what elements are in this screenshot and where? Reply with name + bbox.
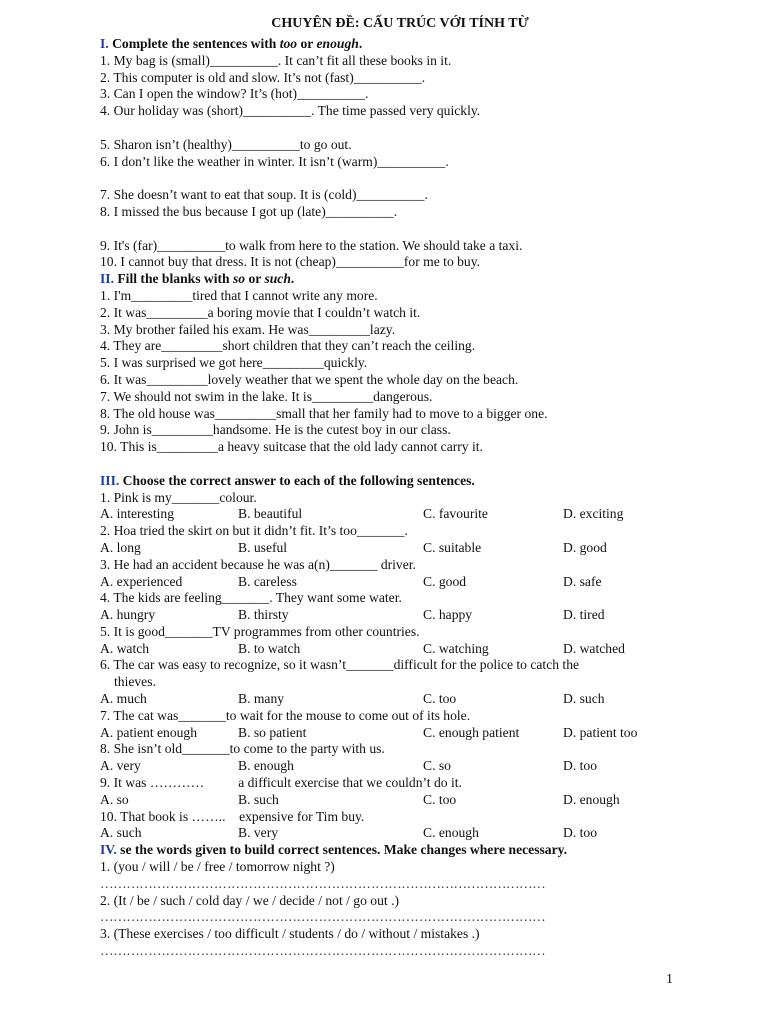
option-a: A. much xyxy=(100,691,147,707)
option-b: B. thirsty xyxy=(238,607,289,623)
option-a: A. patient enough xyxy=(100,724,198,740)
mc-question: 1. Pink is my_______colour. xyxy=(100,489,257,505)
option-b: B. to watch xyxy=(238,640,301,656)
option-c: C. watching xyxy=(423,640,489,656)
option-c: C. too xyxy=(423,791,457,807)
option-a: A. so xyxy=(100,791,129,807)
option-a: A. long xyxy=(100,539,141,555)
s2-item: 9. John is_________handsome. He is the cutest boy in our class. xyxy=(100,422,451,438)
s1-item: 4. Our holiday was (short)__________. The time passed very quickly. xyxy=(100,103,481,119)
option-c: C. favourite xyxy=(423,506,488,522)
section-3-heading xyxy=(100,473,700,490)
section-3-numeral: III. xyxy=(100,472,120,488)
section-1-text-c: . xyxy=(358,36,363,51)
option-c: C. good xyxy=(423,573,467,589)
section-2-numeral: II. xyxy=(100,271,114,287)
section-2-text-b: or xyxy=(245,271,265,287)
option-a: A. experienced xyxy=(100,573,183,589)
mc-options xyxy=(100,825,700,842)
mc-question: 4. The kids are feeling_______. They want some water. xyxy=(100,590,402,606)
option-b: B. such xyxy=(238,791,279,807)
option-b: B. very xyxy=(238,825,279,841)
section-4-numeral: IV. xyxy=(100,842,117,858)
option-a: A. interesting xyxy=(100,506,174,522)
section-1-numeral: I. xyxy=(100,36,109,51)
mc-question: 7. The cat was_______to wait for the mouse to come out of its hole. xyxy=(100,707,471,723)
option-b: B. beautiful xyxy=(238,506,303,522)
option-b: B. so patient xyxy=(238,724,307,740)
mc-question: 5. It is good_______TV programmes from other countries. xyxy=(100,623,420,639)
option-b: B. careless xyxy=(238,573,297,589)
option-d: D. watched xyxy=(563,640,625,656)
s1-item: 10. I cannot buy that dress. It is not (cheap)__________for me to buy. xyxy=(100,254,481,270)
option-d: D. exciting xyxy=(563,506,624,522)
option-b: B. many xyxy=(238,691,285,707)
option-d: D. enough xyxy=(563,791,620,807)
mc-question: 2. Hoa tried the skirt on but it didn’t fit. It’s too_______. xyxy=(100,523,408,539)
s2-item: 8. The old house was_________small that her family had to move to a bigger one. xyxy=(100,405,548,421)
section-1-text-a: Complete the sentences with xyxy=(108,36,280,51)
option-a: A. hungry xyxy=(100,607,156,623)
option-d: D. too xyxy=(563,825,597,841)
mc-options xyxy=(100,607,700,624)
option-c: C. too xyxy=(423,691,457,707)
option-a: A. very xyxy=(100,758,141,774)
option-d: D. patient too xyxy=(563,724,638,740)
s2-item: 4. They are_________short children that they can’t reach the ceiling. xyxy=(100,338,476,354)
option-c: C. suitable xyxy=(423,539,482,555)
mc-question: 10. That book is …….. expensive for Tim buy. xyxy=(100,808,365,824)
option-a: A. watch xyxy=(100,640,150,656)
s2-item: 10. This is_________a heavy suitcase that the old lady cannot carry it. xyxy=(100,439,483,455)
section-3-text: Choose the correct answer to each of the following sentences. xyxy=(119,472,475,488)
s2-item: 3. My brother failed his exam. He was_________lazy. xyxy=(100,321,396,337)
s1-item: 6. I don’t like the weather in winter. It isn’t (warm)__________. xyxy=(100,153,449,169)
answer-dotted-line: ………………………………………………………………………………………… xyxy=(100,909,546,925)
mc-options xyxy=(100,758,700,775)
s1-item: 8. I missed the bus because I got up (late)__________. xyxy=(100,203,398,219)
section-2-text-a: Fill the blanks with xyxy=(113,271,233,287)
mc-options xyxy=(100,641,700,658)
worksheet xyxy=(100,14,700,960)
option-b: B. enough xyxy=(238,758,294,774)
s2-item: 6. It was_________lovely weather that we spent the whole day on the beach. xyxy=(100,371,519,387)
mc-options xyxy=(100,725,700,742)
mc-question: 8. She isn’t old_______to come to the party with us. xyxy=(100,741,385,757)
s1-item: 5. Sharon isn’t (healthy)__________to go out. xyxy=(100,136,352,152)
s1-item: 9. It's (far)__________to walk from here to the station. We should take a taxi. xyxy=(100,237,523,253)
option-d: D. tired xyxy=(563,607,605,623)
s2-item: 1. I'm_________tired that I cannot write any more. xyxy=(100,287,378,303)
s1-item: 1. My bag is (small)__________. It can’t fit all these books in it. xyxy=(100,52,452,68)
mc-options xyxy=(100,574,700,591)
mc-options xyxy=(100,792,700,809)
mc-options xyxy=(100,691,700,708)
section-1-word-too: too xyxy=(279,36,298,51)
mc-question: 6. The car was easy to recognize, so it wasn’t_______difficult for the police to catch the xyxy=(100,657,580,673)
option-c: C. enough patient xyxy=(423,724,520,740)
option-a: A. such xyxy=(100,825,142,841)
s1-item: 2. This computer is old and slow. It’s not (fast)__________. xyxy=(100,69,426,85)
answer-dotted-line: ………………………………………………………………………………………… xyxy=(100,875,546,891)
option-b: B. useful xyxy=(238,539,288,555)
s4-item: 3. (These exercises / too difficult / students / do / without / mistakes .) xyxy=(100,926,480,942)
section-2-heading xyxy=(100,271,700,288)
section-1-text-b: or xyxy=(297,36,317,51)
section-1-heading xyxy=(100,36,700,53)
mc-options xyxy=(100,506,700,523)
option-d: D. safe xyxy=(563,573,602,589)
mc-question: 9. It was ………… a difficult exercise that we couldn’t do it. xyxy=(100,775,462,791)
s1-item: 3. Can I open the window? It’s (hot)__________. xyxy=(100,86,369,102)
mc-options xyxy=(100,540,700,557)
option-d: D. such xyxy=(563,691,605,707)
page-number: 1 xyxy=(666,972,673,987)
section-2-text-c: . xyxy=(290,271,295,287)
s2-item: 5. I was surprised we got here_________quickly. xyxy=(100,355,368,371)
section-4-text: se the words given to build correct sentences. Make changes where necessary. xyxy=(116,842,568,858)
section-1-word-enough: enough xyxy=(316,36,359,51)
s1-item: 7. She doesn’t want to eat that soup. It is (cold)__________. xyxy=(100,187,428,203)
option-d: D. good xyxy=(563,539,607,555)
option-d: D. too xyxy=(563,758,597,774)
mc-question: 3. He had an accident because he was a(n)_______ driver. xyxy=(100,556,416,572)
section-2-word-such: such xyxy=(264,271,291,287)
section-2-word-so: so xyxy=(232,271,246,287)
s4-item: 2. (It / be / such / cold day / we / decide / not / go out .) xyxy=(100,892,399,908)
mc-question-continuation: thieves. xyxy=(114,674,156,690)
option-c: C. so xyxy=(423,758,451,774)
option-c: C. happy xyxy=(423,607,473,623)
section-4-heading xyxy=(100,842,700,859)
s2-item: 7. We should not swim in the lake. It is_________dangerous. xyxy=(100,388,433,404)
s4-item: 1. (you / will / be / free / tomorrow night ?) xyxy=(100,859,335,875)
option-c: C. enough xyxy=(423,825,479,841)
s2-item: 2. It was_________a boring movie that I couldn’t watch it. xyxy=(100,304,421,320)
answer-dotted-line: ………………………………………………………………………………………… xyxy=(100,943,546,959)
page-title: CHUYÊN ĐỀ: CẤU TRÚC VỚI TÍNH TỪ xyxy=(271,16,529,31)
